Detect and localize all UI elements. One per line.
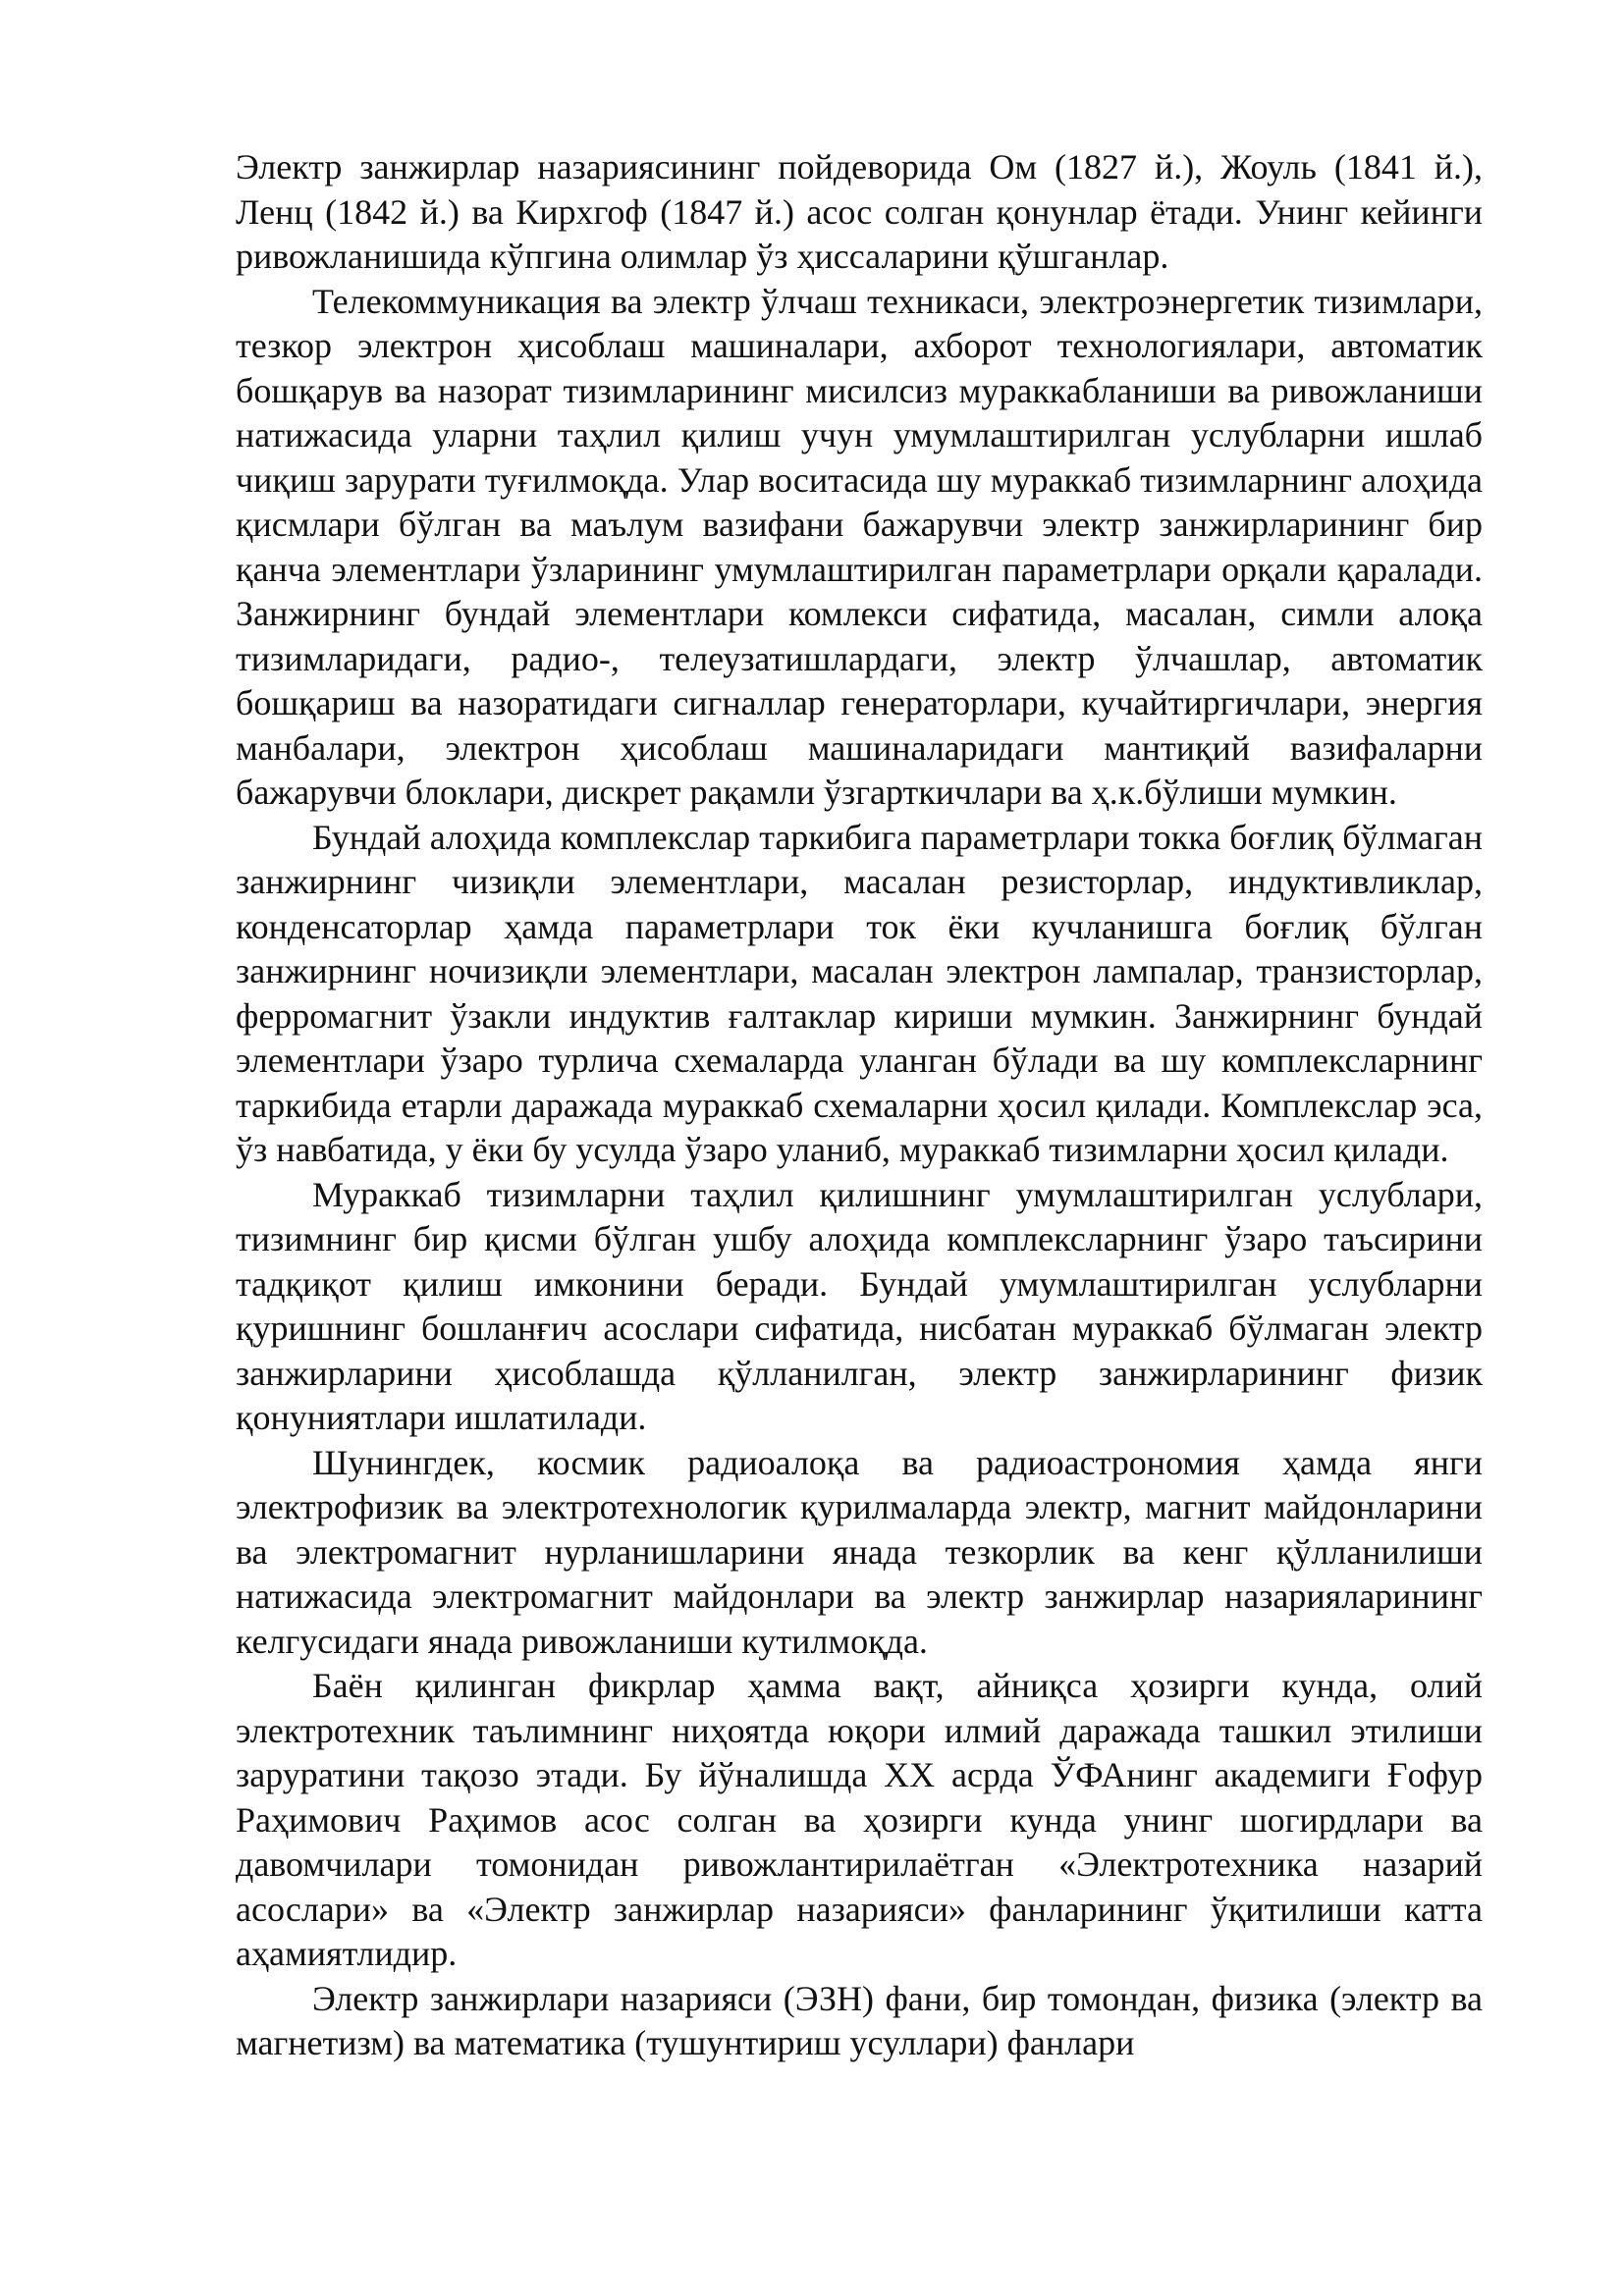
paragraph-2: Телекоммуникация ва электр ўлчаш техникаси, электроэнергетик тизимлари, тезкор электрон ҳисоблаш машиналари, ахборот технологиялари, автоматик бошқарув ва назорат тизимларининг мисилсиз мураккабланиши ва ривожланиши натижасида уларни таҳлил қилиш учун умумлаштирилган услубларни ишлаб чиқиш зарурати туғилмоқда. Улар воситасида шу мураккаб тизимларнинг алоҳида қисмлари бўлган ва маълум вазифани бажарувчи электр занжирларининг бир қанча элементлари ўзларининг умумлаштирилган параметрлари орқали қаралади. Занжирнинг бундай элементлари комлекси сифатида, масалан, симли алоқа тизимларидаги, радио-, телеузатишлардаги, электр ўлчашлар, автоматик бошқариш ва назоратидаги сигналлар генераторлари, кучайтиргичлари, энергия манбалари, электрон ҳисоблаш машиналаридаги мантиқий вазифаларни бажарувчи блоклари, дискрет рақамли ўзгарткичлари ва ҳ.к.бўлиши мумкин. [236, 281, 1483, 812]
paragraph-3: Бундай алоҳида комплекслар таркибига параметрлари токка боғлиқ бўлмаган занжирнинг чизиқли элементлари, масалан резисторлар, индуктивликлар, конденсаторлар ҳамда параметрлари ток ёки кучланишга боғлиқ бўлган занжирнинг ночизиқли элементлари, масалан электрон лампалар, транзисторлар, ферромагнит ўзакли индуктив ғалтаклар кириши мумкин. Занжирнинг бундай элементлари ўзаро турлича схемаларда уланган бўлади ва шу комплексларнинг таркибида етарли даражада мураккаб схемаларни ҳосил қилади. Комплекслар эса, ўз навбатида, у ёки бу усулда ўзаро уланиб, мураккаб тизимларни ҳосил қилади. [236, 817, 1483, 1169]
document-page [236, 145, 1483, 2066]
paragraph-6: Баён қилинган фикрлар ҳамма вақт, айниқса ҳозирги кунда, олий электротехник таълимнинг ниҳоятда юқори илмий даражада ташкил этилиши заруратини тақозо этади. Бу йўналишда ХХ асрда ЎФАнинг академиги Ғофур Раҳимович Раҳимов асос солган ва ҳозирги кунда унинг шогирдлари ва давомчилари томонидан ривожлантирилаётган «Электротехника назарий асослари» ва «Электр занжирлар назарияси» фанларининг ўқитилиши катта аҳамиятлидир. [236, 1666, 1483, 1973]
paragraph-5: Шунингдек, космик радиоалоқа ва радиоастрономия ҳамда янги электрофизик ва электротехнологик қурилмаларда электр, магнит майдонларини ва электромагнит нурланишларини янада тезкорлик ва кенг қўлланилиши натижасида электромагнит майдонлари ва электр занжирлар назарияларининг келгусидаги янада ривожланиши кутилмоқда. [236, 1442, 1483, 1661]
paragraph-1: Электр занжирлар назариясининг пойдеворида Ом (1827 й.), Жоуль (1841 й.), Ленц (1842 й.) ва Кирхгоф (1847 й.) асос солган қонунлар ётади. Унинг кейинги ривожланишида кўпгина олимлар ўз ҳиссаларини қўшганлар. [236, 147, 1483, 276]
paragraph-7: Электр занжирлари назарияси (ЭЗН) фани, бир томондан, физика (электр ва магнетизм) ва математика (тушунтириш усуллари) фанлари [236, 1978, 1483, 2062]
paragraph-4: Мураккаб тизимларни таҳлил қилишнинг умумлаштирилган услублари, тизимнинг бир қисми бўлган ушбу алоҳида комплексларнинг ўзаро таъсирини тадқиқот қилиш имконини беради. Бундай умумлаштирилган услубларни қуришнинг бошланғич асослари сифатида, нисбатан мураккаб бўлмаган электр занжирларини ҳисоблашда қўлланилган, электр занжирларининг физик қонуниятлари ишлатилади. [236, 1174, 1483, 1437]
